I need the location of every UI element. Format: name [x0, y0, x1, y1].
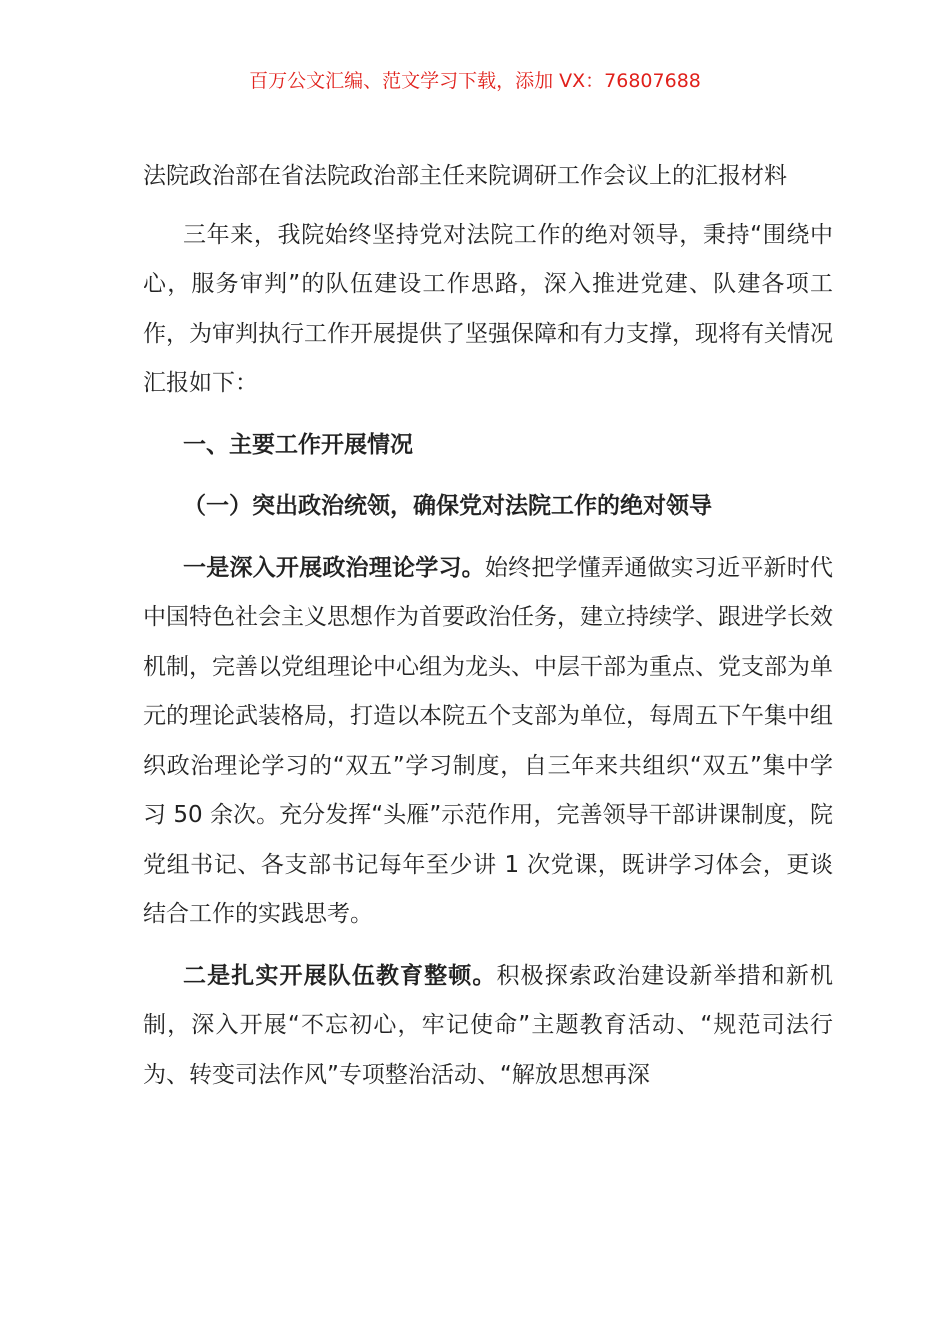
document-body: [143, 152, 833, 1100]
subsection-heading: （一）突出政治统领，确保党对法院工作的绝对领导: [183, 493, 712, 519]
intro-paragraph: 三年来，我院始终坚持党对法院工作的绝对领导，秉持“围绕中心，服务审判”的队伍建设工作思路，深入推进党建、队建各项工作，为审判执行工作开展提供了坚强保障和有力支撑，现将有关情况汇报如下：: [143, 221, 833, 396]
section-heading: 一、主要工作开展情况: [183, 431, 413, 458]
paragraph-2-body: 积极探索政治建设新举措和新机制，深入开展“不忘初心，牢记使命”主题教育活动、“规范司法行为、转变司法作风”专项整治活动、“解放思想再深: [143, 962, 834, 1088]
paragraph-1-lead: 一是深入开展政治理论学习。: [183, 554, 485, 581]
document-title: 法院政治部在省法院政治部主任来院调研工作会议上的汇报材料: [143, 163, 787, 189]
header-banner: 百万公文汇编、范文学习下载，添加 VX：76807688: [249, 70, 701, 92]
paragraph-1: [143, 544, 833, 940]
paragraph-2: [143, 952, 833, 1101]
paragraph-2-lead: 二是扎实开展队伍教育整顿。: [183, 962, 497, 989]
paragraph-1-body: 始终把学懂弄通做实习近平新时代中国特色社会主义思想作为首要政治任务，建立持续学、跟进学长效机制，完善以党组理论中心组为龙头、中层干部为重点、党支部为单元的理论武装格局，打造以本院五个支部为单位，每周五下午集中组织政治理论学习的“双五”学习制度，自三年来共组织“双五”集中学习 50 余次。充分发挥“头雁”示范作用，完善领导干部讲课制度，院党组书记、各支部书记每年至少讲 1 次党课，既讲学习体会，更谈结合工作的实践思考。: [143, 554, 834, 927]
